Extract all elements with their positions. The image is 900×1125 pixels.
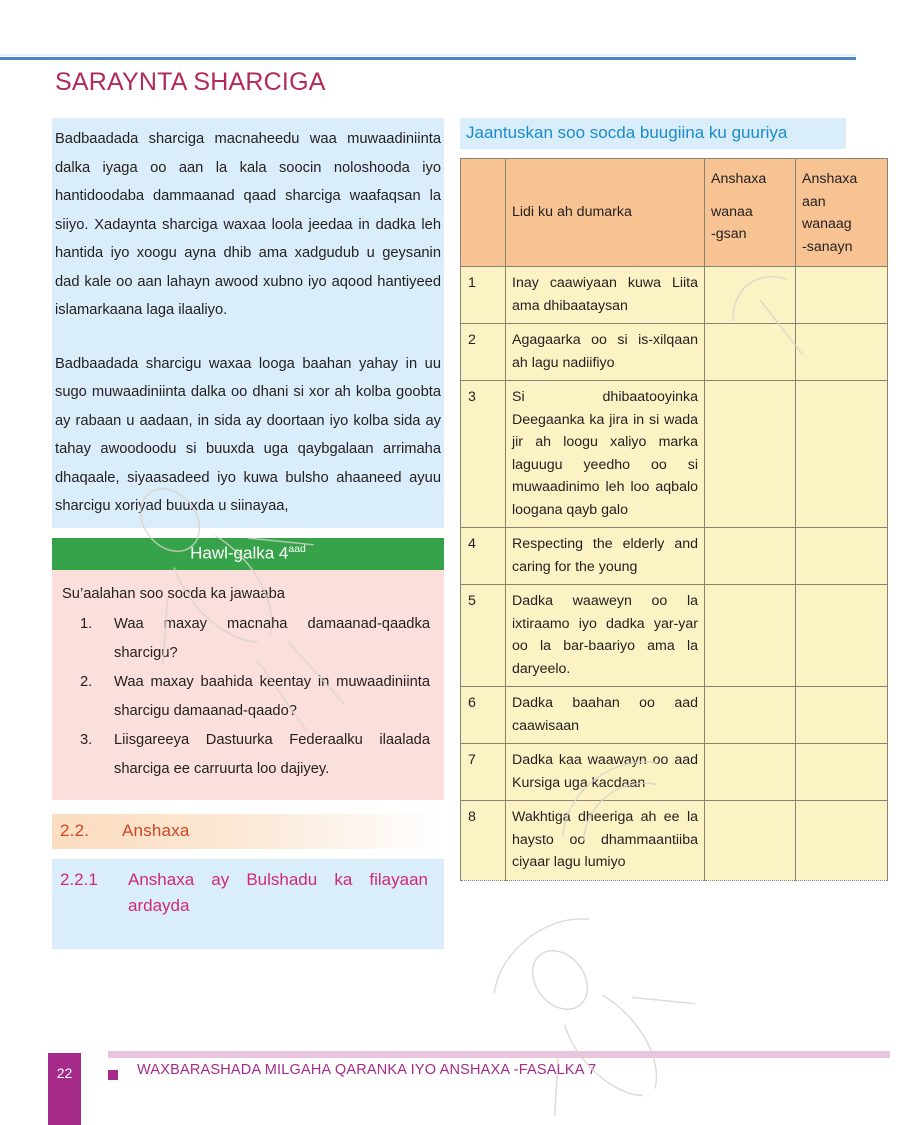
column-header-number bbox=[461, 159, 506, 267]
table-caption: Jaantuskan soo socda buugiina ku guuriya bbox=[460, 118, 846, 149]
table-body bbox=[461, 267, 888, 881]
table-row bbox=[461, 324, 888, 381]
column-header-bad-line4: -sanayn bbox=[802, 238, 853, 255]
row-bad-cell[interactable] bbox=[796, 687, 888, 744]
row-bad-cell[interactable] bbox=[796, 585, 888, 687]
row-good-cell[interactable] bbox=[705, 585, 796, 687]
row-good-cell[interactable] bbox=[705, 801, 796, 881]
section-heading-2-2-1 bbox=[52, 859, 444, 949]
row-bad-cell[interactable] bbox=[796, 528, 888, 585]
behaviour-table bbox=[460, 158, 888, 881]
list-item bbox=[62, 726, 430, 783]
questions-box bbox=[52, 570, 444, 801]
section-title: Anshaxa bbox=[122, 821, 190, 841]
column-header-spacer bbox=[711, 191, 789, 201]
question-text: Waa maxay baahida keentay in muwaadiniinta sharcigu damaanad-qaado? bbox=[114, 674, 430, 719]
column-header-good-line1: Anshaxa bbox=[711, 171, 767, 187]
footer-title: WAXBARASHADA MILGAHA QARANKA IYO ANSHAXA -FASALKA 7 bbox=[137, 1062, 597, 1078]
table-row bbox=[461, 267, 888, 324]
table-row bbox=[461, 744, 888, 801]
row-number: 8 bbox=[461, 801, 506, 881]
top-rule-highlight bbox=[0, 54, 856, 56]
section-number: 2.2. bbox=[60, 821, 90, 841]
list-item bbox=[62, 610, 430, 667]
row-statement: Dadka baahan oo aad caawisaan bbox=[506, 687, 705, 744]
table-row bbox=[461, 585, 888, 687]
question-number: 3. bbox=[80, 732, 93, 749]
activity-ordinal-suffix: aad bbox=[288, 542, 306, 555]
subsection-title: Anshaxa ay Bulshadu ka filayaan ardayda bbox=[128, 870, 428, 916]
column-header-good-line3: -gsan bbox=[711, 226, 747, 242]
row-good-cell[interactable] bbox=[705, 528, 796, 585]
page-number: 22 bbox=[56, 1065, 73, 1081]
row-number: 5 bbox=[461, 585, 506, 687]
subsection-number: 2.2.1 bbox=[60, 870, 98, 890]
paragraph-1: Badbaadada sharciga macnaheedu waa muwaadiniinta dalka iyaga oo aan la kala soocin noloshooda iyo hantidoodaba dammaanad qaad sharciga waafaqsan la siiyo. Xadaynta sharciga waxaa loola jeedaa in dadka leh hantida iyo xoogu ayna dhib ama xadgudub u geysanin dad kale oo aan lahayn awood xubno iyo aqood hantiyeed islamarkaana laga ilaaliyo. bbox=[55, 131, 441, 318]
row-bad-cell[interactable] bbox=[796, 744, 888, 801]
question-number: 1. bbox=[80, 616, 93, 633]
table-row bbox=[461, 801, 888, 881]
row-statement: Wakhtiga dheeriga ah ee la haysto oo dhammaantiiba ciyaar lagu lumiyo bbox=[506, 801, 705, 881]
row-statement: Agagaarka oo si is-xilqaan ah lagu nadiifiyo bbox=[506, 324, 705, 381]
row-number: 4 bbox=[461, 528, 506, 585]
row-statement: Dadka waaweyn oo la ixtiraamo iyo dadka yar-yar oo la bar-baariyo ama la daryeelo. bbox=[506, 585, 705, 687]
column-header-bad-behaviour bbox=[796, 159, 888, 267]
paragraph-block-1 bbox=[52, 118, 444, 332]
question-text: Liisgareeya Dastuurka Federaalku ilaalada sharciga ee carruurta loo dajiyey. bbox=[114, 732, 430, 777]
row-bad-cell[interactable] bbox=[796, 381, 888, 528]
table-row bbox=[461, 381, 888, 528]
column-header-good-behaviour bbox=[705, 159, 796, 267]
row-statement: Dadka kaa waawayn oo aad Kursiga uga kacdaan bbox=[506, 744, 705, 801]
page-title: SARAYNTA SHARCIGA bbox=[55, 68, 326, 96]
row-bad-cell[interactable] bbox=[796, 801, 888, 881]
table-row bbox=[461, 528, 888, 585]
section-heading-2-2 bbox=[52, 814, 444, 849]
activity-label: Hawl-galka 4 bbox=[190, 543, 289, 563]
row-bad-cell[interactable] bbox=[796, 267, 888, 324]
row-good-cell[interactable] bbox=[705, 267, 796, 324]
left-column bbox=[52, 118, 444, 949]
paragraph-gap bbox=[52, 332, 444, 343]
column-header-bad-line2: aan bbox=[802, 193, 826, 210]
row-good-cell[interactable] bbox=[705, 324, 796, 381]
row-good-cell[interactable] bbox=[705, 381, 796, 528]
table-row bbox=[461, 687, 888, 744]
column-header-statement: Lidi ku ah dumarka bbox=[506, 159, 705, 267]
table-header-row bbox=[461, 159, 888, 267]
row-statement: Respecting the elderly and caring for the young bbox=[506, 528, 705, 585]
activity-banner bbox=[52, 538, 444, 570]
table-header bbox=[461, 159, 888, 267]
column-header-bad-line3: wanaag bbox=[802, 216, 852, 232]
column-header-bad-line1: Anshaxa bbox=[802, 171, 858, 187]
row-number: 6 bbox=[461, 687, 506, 744]
question-text: Waa maxay macnaha damaanad-qaadka sharcigu? bbox=[114, 616, 430, 661]
list-item bbox=[62, 668, 430, 725]
top-rule bbox=[0, 57, 856, 60]
footer-rule bbox=[108, 1051, 890, 1058]
row-bad-cell[interactable] bbox=[796, 324, 888, 381]
row-good-cell[interactable] bbox=[705, 687, 796, 744]
row-number: 3 bbox=[461, 381, 506, 528]
row-statement: Inay caawiyaan kuwa Liita ama dhibaataysan bbox=[506, 267, 705, 324]
row-number: 2 bbox=[461, 324, 506, 381]
page-number-box bbox=[48, 1053, 81, 1125]
footer-bullet-icon bbox=[108, 1070, 118, 1080]
row-number: 1 bbox=[461, 267, 506, 324]
row-good-cell[interactable] bbox=[705, 744, 796, 801]
row-statement: Si dhibaatooyinka Deegaanka ka jira in si wada jir ah loogu xaliyo marka laguugu yeedho oo si muwaadinimo leh loo aqbalo loogana qayb galo bbox=[506, 381, 705, 528]
column-header-good-line2: wanaa bbox=[711, 203, 753, 220]
right-column bbox=[460, 118, 858, 881]
question-number: 2. bbox=[80, 674, 93, 691]
questions-list bbox=[62, 610, 430, 783]
questions-intro: Su’aalahan soo socda ka jawaaba bbox=[62, 585, 285, 602]
row-number: 7 bbox=[461, 744, 506, 801]
paragraph-2: Badbaadada sharcigu waxaa looga baahan yahay in uu sugo muwaadiniinta dalka oo dhani si xor ah kolba goobta ay rabaan u aadaan, in sida ay doortaan iyo kolba sida ay tahay awoodoodu si buuxda uga qaybgalaan arrimaha dhaqaale, siyaasadeed iyo kuwa bulsho ahaaneed ayuu sharcigu xoriyad buuxda u siinayaa, bbox=[55, 355, 441, 514]
paragraph-block-2 bbox=[52, 343, 444, 528]
